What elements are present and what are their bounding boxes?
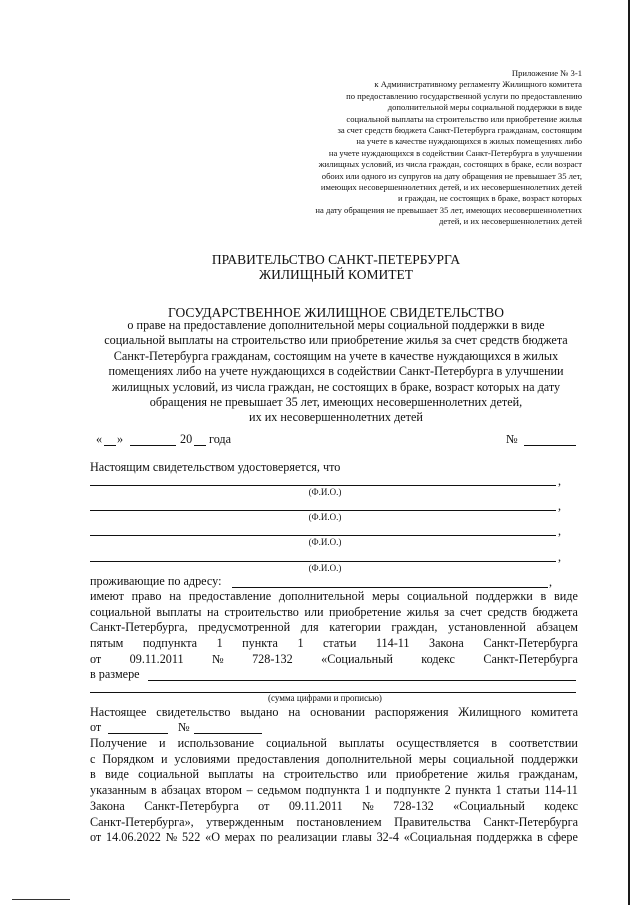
annex-line: Приложение № 3-1 <box>511 68 582 78</box>
certificate-number-field[interactable] <box>524 445 576 446</box>
certificate-title: ГОСУДАРСТВЕННОЕ ЖИЛИЩНОЕ СВИДЕТЕЛЬСТВО <box>168 305 504 320</box>
fio-caption: (Ф.И.О.) <box>308 487 342 497</box>
word: Закона <box>90 798 125 813</box>
word: счет <box>460 604 483 619</box>
word: 1 <box>216 636 223 651</box>
word: установленной <box>448 620 526 635</box>
word: пятым <box>90 636 124 651</box>
certificate-subtitle <box>60 318 612 426</box>
word: на <box>288 705 301 719</box>
word: социальной <box>138 767 199 782</box>
word: 1 <box>495 783 502 798</box>
intro-text: Настоящим свидетельством удостоверяется, что <box>90 460 341 474</box>
word: 2 <box>444 783 451 798</box>
word: от <box>258 798 270 813</box>
fio-field[interactable] <box>90 485 556 486</box>
annex-line: на учете нуждающихся в содействии Санкт-Петербурга в улучшении <box>328 147 582 158</box>
word: или <box>367 767 387 782</box>
comma: , <box>558 499 562 513</box>
annex-line: на дату обращения не превышает 35 лет, имеющих несовершеннолетних <box>315 204 582 215</box>
issued-paragraph <box>90 705 578 721</box>
word: 1 <box>364 783 371 798</box>
word: 1 <box>297 636 304 651</box>
word: выплаты <box>339 736 385 750</box>
word: 32-4 <box>376 830 399 845</box>
word: комитета <box>530 705 578 719</box>
date-quote-close: » <box>117 432 124 446</box>
address-field[interactable] <box>232 587 548 588</box>
word: абзацах <box>161 783 202 798</box>
word: подпункта <box>142 636 198 651</box>
word: виде <box>105 767 129 782</box>
gov-title: ПРАВИТЕЛЬСТВО САНКТ-ПЕТЕРБУРГА <box>211 252 461 267</box>
subtitle-line: их их несовершеннолетних детей <box>249 410 423 425</box>
word: 09.11.2011 <box>129 651 184 666</box>
order-date-field[interactable] <box>108 733 168 734</box>
word: право <box>131 589 162 603</box>
word: категории <box>329 620 381 635</box>
word: соответствии <box>509 736 578 750</box>
word: предоставление <box>188 589 272 603</box>
receipt-line <box>90 767 578 783</box>
word: Правительства <box>394 814 471 829</box>
word: основании <box>310 705 366 719</box>
word: «Социальная <box>403 830 472 845</box>
fio-field[interactable] <box>90 561 556 562</box>
word: Получение <box>90 736 147 750</box>
word: 728-132 <box>252 651 293 666</box>
word: на <box>169 589 182 603</box>
subtitle-line: о праве на предоставление дополнительной меры социальной поддержки в виде <box>127 318 545 332</box>
annex-line: за счет средств бюджета Санкт-Петербурга гражданам, состоящим <box>337 125 582 136</box>
fio-field[interactable] <box>90 535 556 536</box>
issued-from: от <box>90 720 102 734</box>
rights-line <box>90 605 578 621</box>
word: выдано <box>240 705 279 719</box>
page-corner-mark <box>12 899 70 900</box>
word: постановлением <box>296 814 382 829</box>
word: использование <box>177 736 254 750</box>
fio-caption: (Ф.И.О.) <box>308 563 342 573</box>
rights-line <box>90 589 578 605</box>
word: дополнительной <box>278 589 365 603</box>
receipt-line <box>90 815 578 831</box>
word: на <box>262 767 275 782</box>
word: Санкт-Петербурга <box>483 636 578 651</box>
address-label: проживающие по адресу: <box>90 574 222 588</box>
word: жилья <box>477 767 510 782</box>
subtitle-line: помещениях либо на учете нуждающихся в содействии Санкт-Петербурга в улучшении <box>108 364 564 379</box>
subtitle-line: Санкт-Петербурга гражданам, состоящим на учете в качестве нуждающихся в жилых <box>113 348 559 363</box>
word: 14.06.2022 <box>106 830 161 845</box>
word: Санкт-Петербурга <box>483 651 578 666</box>
annex-header <box>242 68 582 228</box>
word: Санкт-Петербурга», <box>90 814 194 829</box>
word: осуществляется <box>396 736 480 750</box>
issued-number-sign: № <box>178 720 190 734</box>
receipt-line <box>90 752 578 768</box>
annex-line: жилищных условий, из числа граждан, состоящих в браке, если возраст <box>318 159 582 170</box>
word: социальной <box>266 736 327 750</box>
word: седьмом <box>257 783 302 798</box>
word: условиями <box>174 751 231 766</box>
receipt-paragraph <box>90 736 578 846</box>
fio-caption: (Ф.И.О.) <box>308 512 342 522</box>
word: в <box>537 830 543 845</box>
fio-field[interactable] <box>90 510 556 511</box>
word: поддержки <box>520 751 578 766</box>
word: № <box>362 798 374 813</box>
word: поддержка <box>476 830 533 845</box>
page-edge-line <box>628 0 630 905</box>
word: граждан, <box>391 620 438 635</box>
word: № <box>165 830 178 845</box>
word: указанным <box>90 783 147 798</box>
word: и <box>160 751 168 766</box>
word: от <box>90 830 102 845</box>
word: от <box>90 651 102 666</box>
word: дополнительной <box>326 751 412 766</box>
word: поддержки <box>475 589 533 603</box>
subtitle-line: обращения не превышает 35 лет, имеющих несовершеннолетних детей, <box>149 395 523 410</box>
subtitle-line: жилищных условий, из числа граждан, не состоящих в браке, возраст которых на дату <box>111 379 561 394</box>
word: по <box>260 830 273 845</box>
word: статьи <box>323 636 357 651</box>
word: «О <box>205 830 220 845</box>
number-sign: № <box>506 432 518 446</box>
word: социальной <box>453 751 515 766</box>
word: на <box>206 604 219 619</box>
word: Закона <box>429 636 464 651</box>
amount-label: в размере <box>90 667 140 681</box>
word: меры <box>372 589 400 603</box>
word: втором <box>205 783 243 798</box>
word: предусмотренной <box>198 620 291 635</box>
receipt-line <box>90 736 578 752</box>
word: виде <box>554 589 578 603</box>
word: Санкт-Петербурга, <box>90 620 188 635</box>
word: 522 <box>182 830 201 845</box>
word: свидетельство <box>156 705 231 719</box>
word: подпункте <box>386 783 441 798</box>
fio-caption: (Ф.И.О.) <box>308 537 342 547</box>
word: жилья <box>406 604 439 619</box>
annex-line: к Административному регламенту Жилищного комитета <box>374 79 582 90</box>
word: с <box>90 751 96 766</box>
word: кодекс <box>421 651 455 666</box>
word: абзацем <box>536 620 578 635</box>
comma: , <box>549 575 553 589</box>
word: строительство <box>283 767 359 782</box>
word: в <box>540 589 547 603</box>
word: средств <box>487 604 527 619</box>
word: Санкт-Петербурга <box>483 814 578 829</box>
word: и <box>374 783 382 798</box>
word: имеют <box>90 589 124 603</box>
annex-line: детей, и их несовершеннолетних детей <box>439 216 582 227</box>
word: предоставления <box>237 751 320 766</box>
year-suffix: года <box>209 432 232 446</box>
word: «Социальный <box>453 798 525 813</box>
receipt-line <box>90 830 578 846</box>
amount-field[interactable] <box>148 680 576 681</box>
word: 728-132 <box>393 798 434 813</box>
receipt-line <box>90 783 578 799</box>
word: сфере <box>547 830 578 845</box>
word: – <box>246 783 253 798</box>
word: для <box>300 620 319 635</box>
word: пункта <box>242 636 278 651</box>
day-field[interactable] <box>104 445 116 446</box>
annex-line: по предоставлению государственной услуги по предоставлению <box>346 90 582 101</box>
rights-line <box>90 620 578 636</box>
amount-caption: (сумма цифрами и прописью) <box>268 693 382 703</box>
word: кодекс <box>544 798 578 813</box>
word: выплаты <box>156 604 202 619</box>
word: и <box>159 736 166 750</box>
rights-line <box>90 636 578 652</box>
subtitle-line: социальной выплаты на строительство или приобретение жилья за счет средств бюджета <box>104 333 568 348</box>
date-quote-open: « <box>96 432 103 446</box>
word: 114-11 <box>544 783 578 798</box>
year-field[interactable] <box>194 445 206 446</box>
word: социальной <box>90 604 151 619</box>
word: пункта <box>455 783 492 798</box>
comma: , <box>558 524 562 538</box>
issued-line <box>90 705 578 721</box>
word: мерах <box>224 830 256 845</box>
word: приобретение <box>395 767 468 782</box>
word: Санкт-Петербурга <box>144 798 239 813</box>
word: Жилищного <box>458 705 522 719</box>
month-field[interactable] <box>130 445 176 446</box>
word: 09.11.2011 <box>288 798 343 813</box>
word: распоряжения <box>374 705 449 719</box>
word: статьи <box>506 783 540 798</box>
word: выплаты <box>208 767 254 782</box>
word: «Социальный <box>321 651 393 666</box>
word: в <box>491 736 497 750</box>
word: приобретение <box>328 604 402 619</box>
word: подпункта <box>305 783 360 798</box>
annex-line: дополнительной меры социальной поддержки в виде <box>387 102 582 113</box>
word: за <box>444 604 455 619</box>
annex-line: обоих или одного из супругов на дату обращения не превышает 35 лет, <box>321 170 582 181</box>
word: или <box>304 604 324 619</box>
word: реализации <box>277 830 338 845</box>
year-prefix: 20 <box>180 432 193 446</box>
annex-line: и граждан, не состоящих в браке, возраст которых <box>397 193 582 204</box>
word: главы <box>341 830 372 845</box>
rights-paragraph <box>90 589 578 668</box>
word: гражданам, <box>518 767 578 782</box>
annex-line: имеющих несовершеннолетних детей, и их несовершеннолетних детей <box>320 182 582 193</box>
receipt-line <box>90 799 578 815</box>
word: в <box>150 783 157 798</box>
annex-line: социальной выплаты на строительство или приобретение жилья <box>346 113 582 124</box>
annex-line: на учете в качестве нуждающихся в жилых помещениях либо <box>356 136 582 147</box>
word: меры <box>418 751 447 766</box>
word: 114-11 <box>375 636 410 651</box>
comma: , <box>558 550 562 564</box>
rights-line <box>90 652 578 668</box>
order-number-field[interactable] <box>194 733 262 734</box>
word: строительство <box>224 604 299 619</box>
committee-title: ЖИЛИЩНЫЙ КОМИТЕТ <box>259 267 413 282</box>
word: бюджета <box>532 604 578 619</box>
word: № <box>212 651 224 666</box>
word: социальной <box>407 589 468 603</box>
word: в <box>90 767 96 782</box>
government-header <box>60 252 612 282</box>
word: Порядком <box>102 751 155 766</box>
comma: , <box>558 474 562 488</box>
word: утвержденным <box>206 814 284 829</box>
word: Настоящее <box>90 705 147 719</box>
